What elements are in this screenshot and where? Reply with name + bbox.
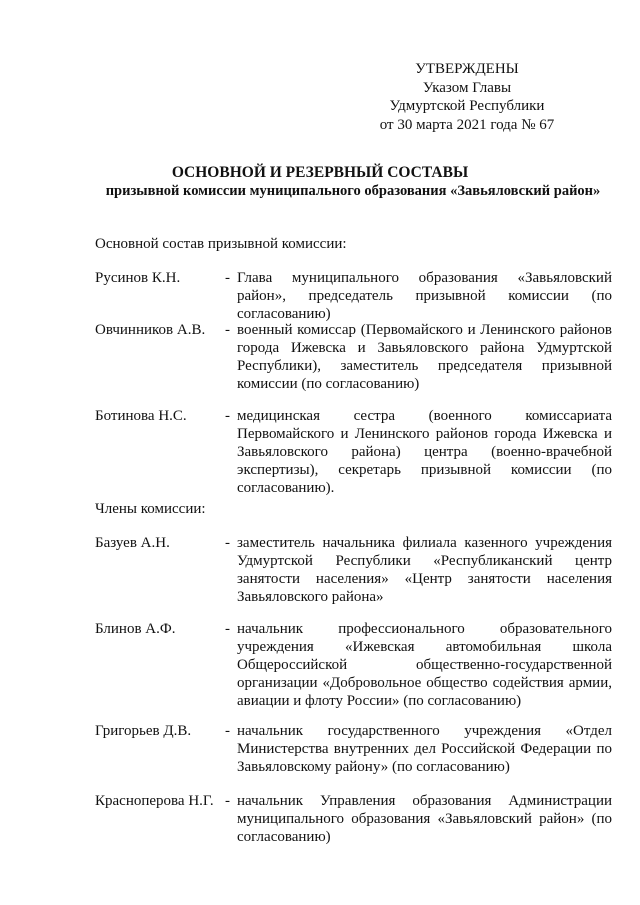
entry-dash: -: [225, 408, 230, 424]
entry-dash: -: [225, 723, 230, 739]
member-name: Григорьев Д.В.: [95, 723, 192, 739]
approval-block: [372, 60, 562, 134]
member-name: Русинов К.Н.: [95, 270, 181, 286]
member-name: Овчинников А.В.: [95, 322, 206, 338]
member-name: Блинов А.Ф.: [95, 621, 176, 637]
approval-region: Удмуртской Республики: [389, 98, 545, 114]
entry-dash: -: [225, 793, 230, 809]
member-position: начальник Управления образования Администрации муниципального образования «Завьяловский район» (по согласованию): [237, 793, 612, 845]
members-heading: Члены комиссии:: [95, 501, 206, 517]
member-name: Ботинова Н.С.: [95, 408, 187, 424]
entry-dash: -: [225, 270, 230, 286]
document-title: ОСНОВНОЙ И РЕЗЕРВНЫЙ СОСТАВЫ: [171, 164, 469, 181]
member-position: заместитель начальника филиала казенного учреждения Удмуртской Республики «Республиканский центр занятости населения» «Центр занятости населения Завьяловского района»: [237, 535, 612, 605]
approval-status: УТВЕРЖДЕНЫ: [415, 61, 519, 77]
member-name: Базуев А.Н.: [95, 535, 170, 551]
approval-authority: Указом Главы: [422, 79, 512, 96]
entry-dash: -: [225, 535, 230, 551]
member-position: военный комиссар (Первомайского и Ленинского районов города Ижевска и Завьяловского района Удмуртской Республики), заместитель председателя призывной комиссии (по согласованию): [237, 322, 612, 392]
document-subtitle: призывной комиссии муниципального образования «Завьяловский район»: [105, 183, 601, 199]
entry-dash: -: [225, 621, 230, 637]
member-position: начальник профессионального образовательного учреждения «Ижевская автомобильная школа Общероссийской общественно-государственной организации «Добровольное общество содействия армии, авиации и флоту России» (по согласованию): [237, 621, 612, 709]
approval-date: от 30 марта 2021 года № 67: [379, 116, 555, 133]
member-position: медицинская сестра (военного комиссариата Первомайского и Ленинского районов города Ижевска и Завьяловского района) центра (военно-врачебной экспертизы), секретарь призывной комиссии (по согласованию).: [237, 408, 612, 496]
entry-dash: -: [225, 322, 230, 338]
member-name: Красноперова Н.Г.: [95, 793, 214, 809]
member-position: начальник государственного учреждения «Отдел Министерства внутренних дел Российской Федерации по Завьяловскому району» (по согласованию): [237, 723, 612, 775]
main-composition-heading: Основной состав призывной комиссии:: [95, 236, 347, 252]
member-position: Глава муниципального образования «Завьяловский район», председатель призывной комиссии (по согласованию): [237, 270, 612, 322]
